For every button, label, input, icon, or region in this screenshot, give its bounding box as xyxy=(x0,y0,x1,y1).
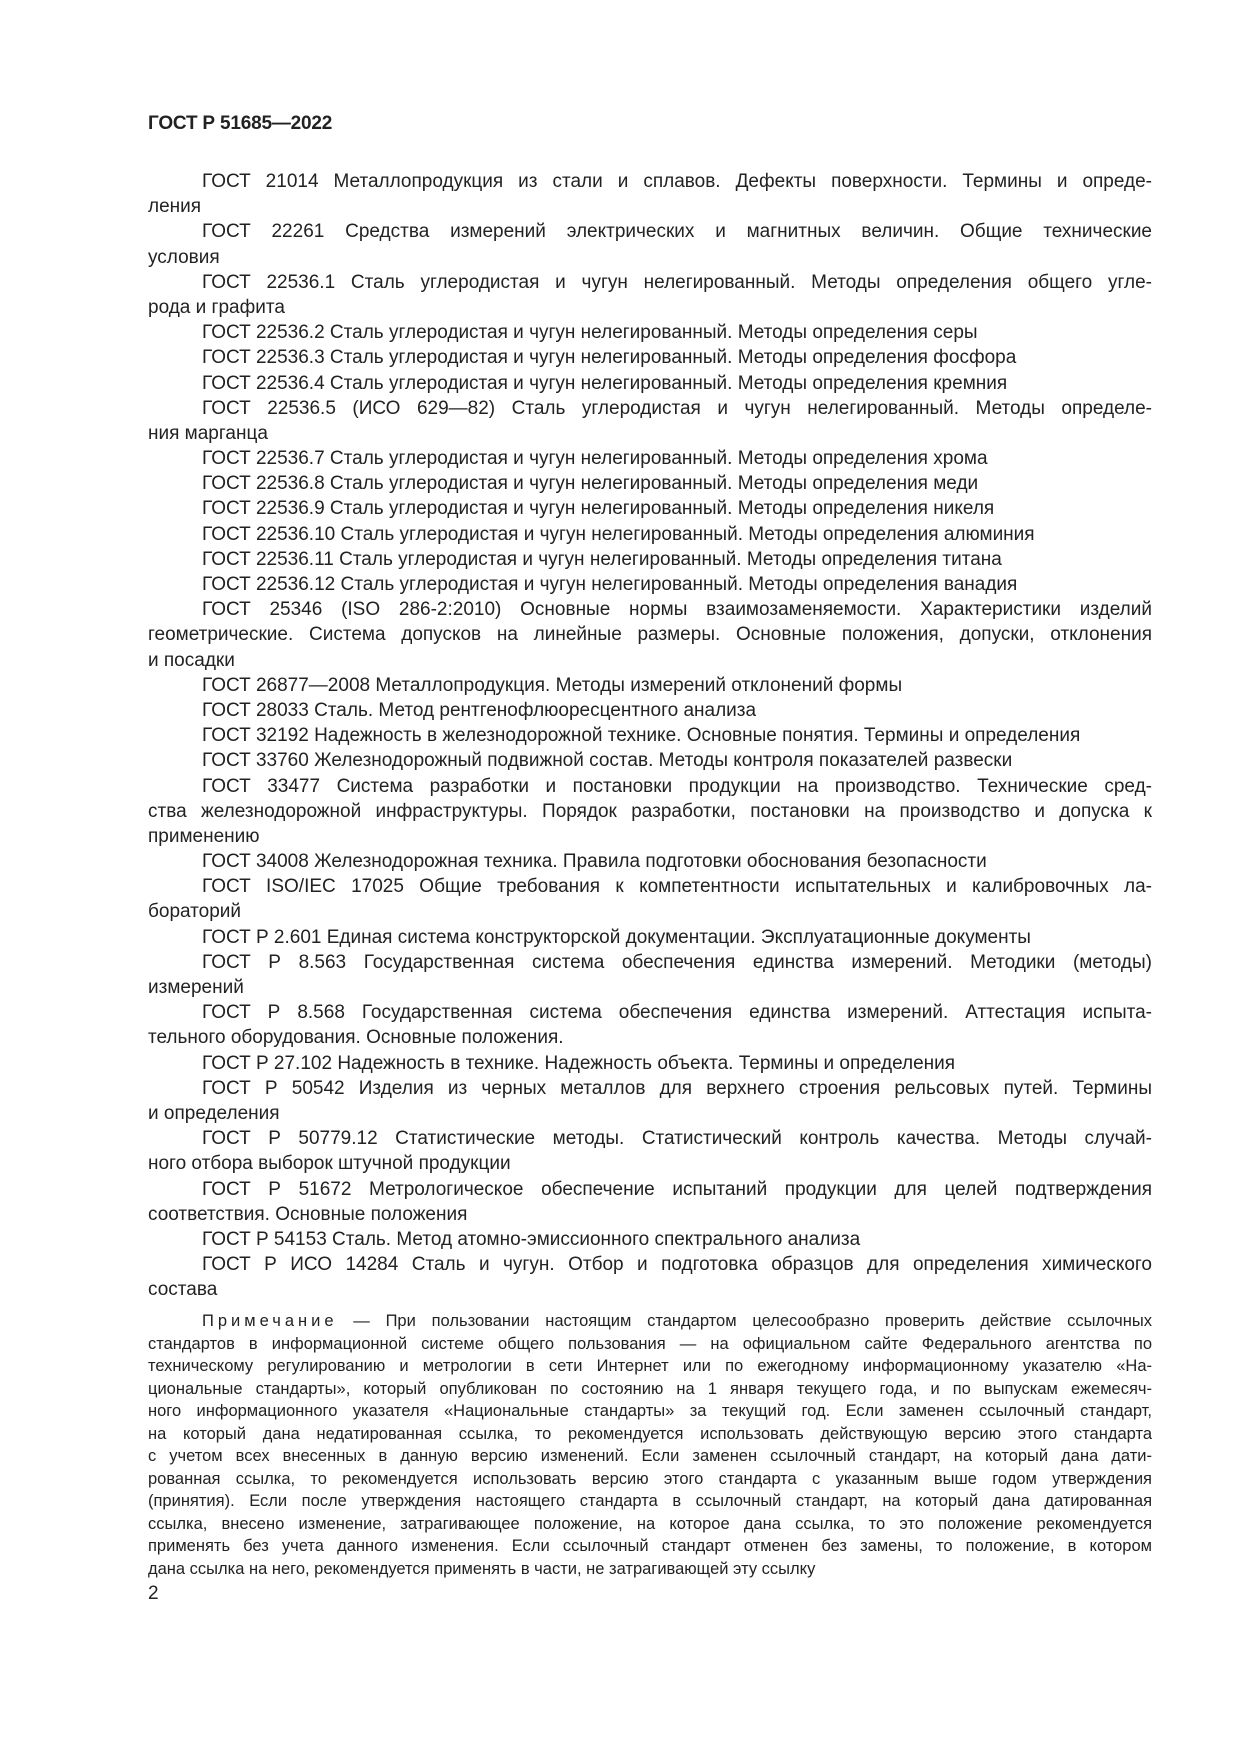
reference-line: геометрические. Система допусков на линейные размеры. Основные положения, допуски, отклонения xyxy=(148,624,1152,646)
reference-line: ГОСТ 33760 Железнодорожный подвижной состав. Методы контроля показателей развески xyxy=(202,750,1013,772)
note-line: циональные стандарты», который опубликован по состоянию на 1 января текущего года, и по выпускам ежемесяч- xyxy=(148,1379,1152,1398)
reference-line: бораторий xyxy=(148,901,242,923)
reference-line: ГОСТ Р 8.563 Государственная система обеспечения единства измерений. Методики (методы) xyxy=(202,951,1152,973)
note-line: дана ссылка на него, рекомендуется применять в части, не затрагивающей эту ссылку xyxy=(148,1559,816,1578)
reference-line: ления xyxy=(148,196,202,218)
reference-item xyxy=(148,169,1152,219)
reference-line: ГОСТ 32192 Надежность в железнодорожной технике. Основные понятия. Термины и определения xyxy=(202,725,1081,747)
reference-line: ГОСТ Р 27.102 Надежность в технике. Надежность объекта. Термины и определения xyxy=(202,1052,956,1074)
reference-item xyxy=(148,1252,1152,1302)
reference-item xyxy=(148,396,1152,446)
reference-item xyxy=(148,748,1152,773)
reference-item xyxy=(148,345,1152,370)
reference-line: ГОСТ Р 50542 Изделия из черных металлов для верхнего строения рельсовых путей. Термины xyxy=(202,1077,1152,1099)
page-number: 2 xyxy=(148,1583,159,1604)
reference-line: соответствия. Основные положения xyxy=(148,1203,468,1225)
reference-item xyxy=(148,471,1152,496)
reference-item xyxy=(148,874,1152,924)
reference-line: ГОСТ 22536.2 Сталь углеродистая и чугун нелегированный. Методы определения серы xyxy=(202,322,978,344)
reference-line: ГОСТ Р 54153 Сталь. Метод атомно-эмиссионного спектрального анализа xyxy=(202,1228,861,1250)
reference-line: ГОСТ Р 2.601 Единая система конструкторской документации. Эксплуатационные документы xyxy=(202,926,1031,948)
reference-item xyxy=(148,371,1152,396)
note-block xyxy=(148,1310,1152,1580)
reference-line: ства железнодорожной инфраструктуры. Порядок разработки, постановки на производство и допуска к xyxy=(148,800,1152,822)
reference-line: ГОСТ 22536.4 Сталь углеродистая и чугун нелегированный. Методы определения кремния xyxy=(202,372,1008,394)
note-line: ного информационного указателя «Национальные стандарты» за текущий год. Если заменен ссылочный стандарт, xyxy=(148,1402,1152,1420)
reference-line: условия xyxy=(148,246,220,268)
reference-line: ГОСТ 25346 (ISO 286-2:2010) Основные нормы взаимозаменяемости. Характеристики изделий xyxy=(202,599,1152,621)
reference-item xyxy=(148,774,1152,850)
reference-item xyxy=(148,723,1152,748)
reference-line: ГОСТ 22536.5 (ИСО 629—82) Сталь углеродистая и чугун нелегированный. Методы определе- xyxy=(202,397,1152,419)
reference-item xyxy=(148,597,1152,673)
note-line: стандартов в информационной системе общего пользования — на официальном сайте Федерального агентства по xyxy=(148,1334,1152,1353)
reference-item xyxy=(148,1177,1152,1227)
note-line: с учетом всех внесенных в данную версию изменений. Если заменен ссылочный стандарт, на который дана дати- xyxy=(148,1447,1152,1465)
reference-item xyxy=(148,698,1152,723)
reference-line: ГОСТ Р 8.568 Государственная система обеспечения единства измерений. Аттестация испыта- xyxy=(202,1002,1152,1024)
reference-item xyxy=(148,572,1152,597)
reference-item xyxy=(148,446,1152,471)
note-line: техническому регулированию и метрологии в сети Интернет или по ежегодному информационному указателю «На- xyxy=(148,1357,1152,1375)
reference-line: ного отбора выборок штучной продукции xyxy=(148,1153,511,1175)
note-label: Примечание xyxy=(202,1312,338,1330)
note-line xyxy=(148,1310,1152,1333)
reference-item xyxy=(148,219,1152,269)
note-line: применять без учета данного изменения. Если ссылочный стандарт отменен без замены, то положение, в котором xyxy=(148,1537,1152,1555)
reference-line: ГОСТ 22536.9 Сталь углеродистая и чугун нелегированный. Методы определения никеля xyxy=(202,498,995,520)
reference-item xyxy=(148,320,1152,345)
reference-line: ГОСТ 28033 Сталь. Метод рентгенофлюоресцентного анализа xyxy=(202,699,757,721)
note-line: на который дана недатированная ссылка, то рекомендуется использовать действующую версию этого стандарта xyxy=(148,1424,1152,1443)
reference-item xyxy=(148,925,1152,950)
reference-item xyxy=(148,849,1152,874)
reference-item xyxy=(148,547,1152,572)
note-line: ссылка, внесено изменение, затрагивающее положение, на которое дана ссылка, то это положение рекомендуется xyxy=(148,1514,1152,1533)
reference-line: ния марганца xyxy=(148,422,268,444)
reference-line: и посадки xyxy=(148,649,235,671)
reference-item xyxy=(148,496,1152,521)
reference-line: ГОСТ Р 50779.12 Статистические методы. Статистический контроль качества. Методы случай- xyxy=(202,1128,1152,1150)
reference-item xyxy=(148,1227,1152,1252)
note-line: (принятия). Если после утверждения настоящего стандарта в ссылочный стандарт, на который дана датированная xyxy=(148,1492,1152,1510)
note-line: рованная ссылка, то рекомендуется использовать версию этого стандарта с указанным выше годом утверждения xyxy=(148,1469,1152,1488)
reference-line: применению xyxy=(148,825,260,847)
reference-line: рода и графита xyxy=(148,296,285,318)
reference-item xyxy=(148,1051,1152,1076)
reference-line: ГОСТ 22536.3 Сталь углеродистая и чугун нелегированный. Методы определения фосфора xyxy=(202,347,1017,369)
reference-item xyxy=(148,1076,1152,1126)
reference-line: ГОСТ ISO/IEC 17025 Общие требования к компетентности испытательных и калибровочных ла- xyxy=(202,876,1152,898)
reference-line: ГОСТ 22536.10 Сталь углеродистая и чугун нелегированный. Методы определения алюминия xyxy=(202,523,1035,545)
reference-line: ГОСТ 22536.1 Сталь углеродистая и чугун нелегированный. Методы определения общего угле- xyxy=(202,271,1152,293)
reference-item xyxy=(148,1126,1152,1176)
note-text: — При пользовании настоящим стандартом целесообразно проверить действие ссылочных xyxy=(353,1312,1152,1330)
normative-references-list xyxy=(148,169,1152,1302)
reference-line: ГОСТ 26877—2008 Металлопродукция. Методы измерений отклонений формы xyxy=(202,674,903,696)
reference-item xyxy=(148,673,1152,698)
reference-line: состава xyxy=(148,1279,218,1301)
reference-line: и определения xyxy=(148,1102,280,1124)
reference-line: ГОСТ 22261 Средства измерений электрических и магнитных величин. Общие технические xyxy=(202,221,1152,243)
document-header-id: ГОСТ Р 51685—2022 xyxy=(148,113,333,134)
reference-line: ГОСТ 22536.11 Сталь углеродистая и чугун нелегированный. Методы определения титана xyxy=(202,548,1002,570)
reference-line: тельного оборудования. Основные положения. xyxy=(148,1027,564,1049)
reference-line: измерений xyxy=(148,977,244,998)
reference-line: ГОСТ 21014 Металлопродукция из стали и сплавов. Дефекты поверхности. Термины и опреде- xyxy=(202,171,1152,192)
reference-line: ГОСТ 22536.8 Сталь углеродистая и чугун нелегированный. Методы определения меди xyxy=(202,473,979,495)
reference-item xyxy=(148,950,1152,1000)
reference-line: ГОСТ Р ИСО 14284 Сталь и чугун. Отбор и подготовка образцов для определения химического xyxy=(202,1254,1152,1276)
reference-line: ГОСТ 22536.7 Сталь углеродистая и чугун нелегированный. Методы определения хрома xyxy=(202,448,988,470)
reference-item xyxy=(148,522,1152,547)
reference-line: ГОСТ 33477 Система разработки и постановки продукции на производство. Технические сред- xyxy=(202,775,1152,797)
reference-line: ГОСТ 34008 Железнодорожная техника. Правила подготовки обоснования безопасности xyxy=(202,851,987,873)
reference-item xyxy=(148,270,1152,320)
reference-line: ГОСТ Р 51672 Метрологическое обеспечение испытаний продукции для целей подтверждения xyxy=(202,1178,1152,1200)
reference-line: ГОСТ 22536.12 Сталь углеродистая и чугун нелегированный. Методы определения ванадия xyxy=(202,574,1018,595)
reference-item xyxy=(148,1000,1152,1050)
